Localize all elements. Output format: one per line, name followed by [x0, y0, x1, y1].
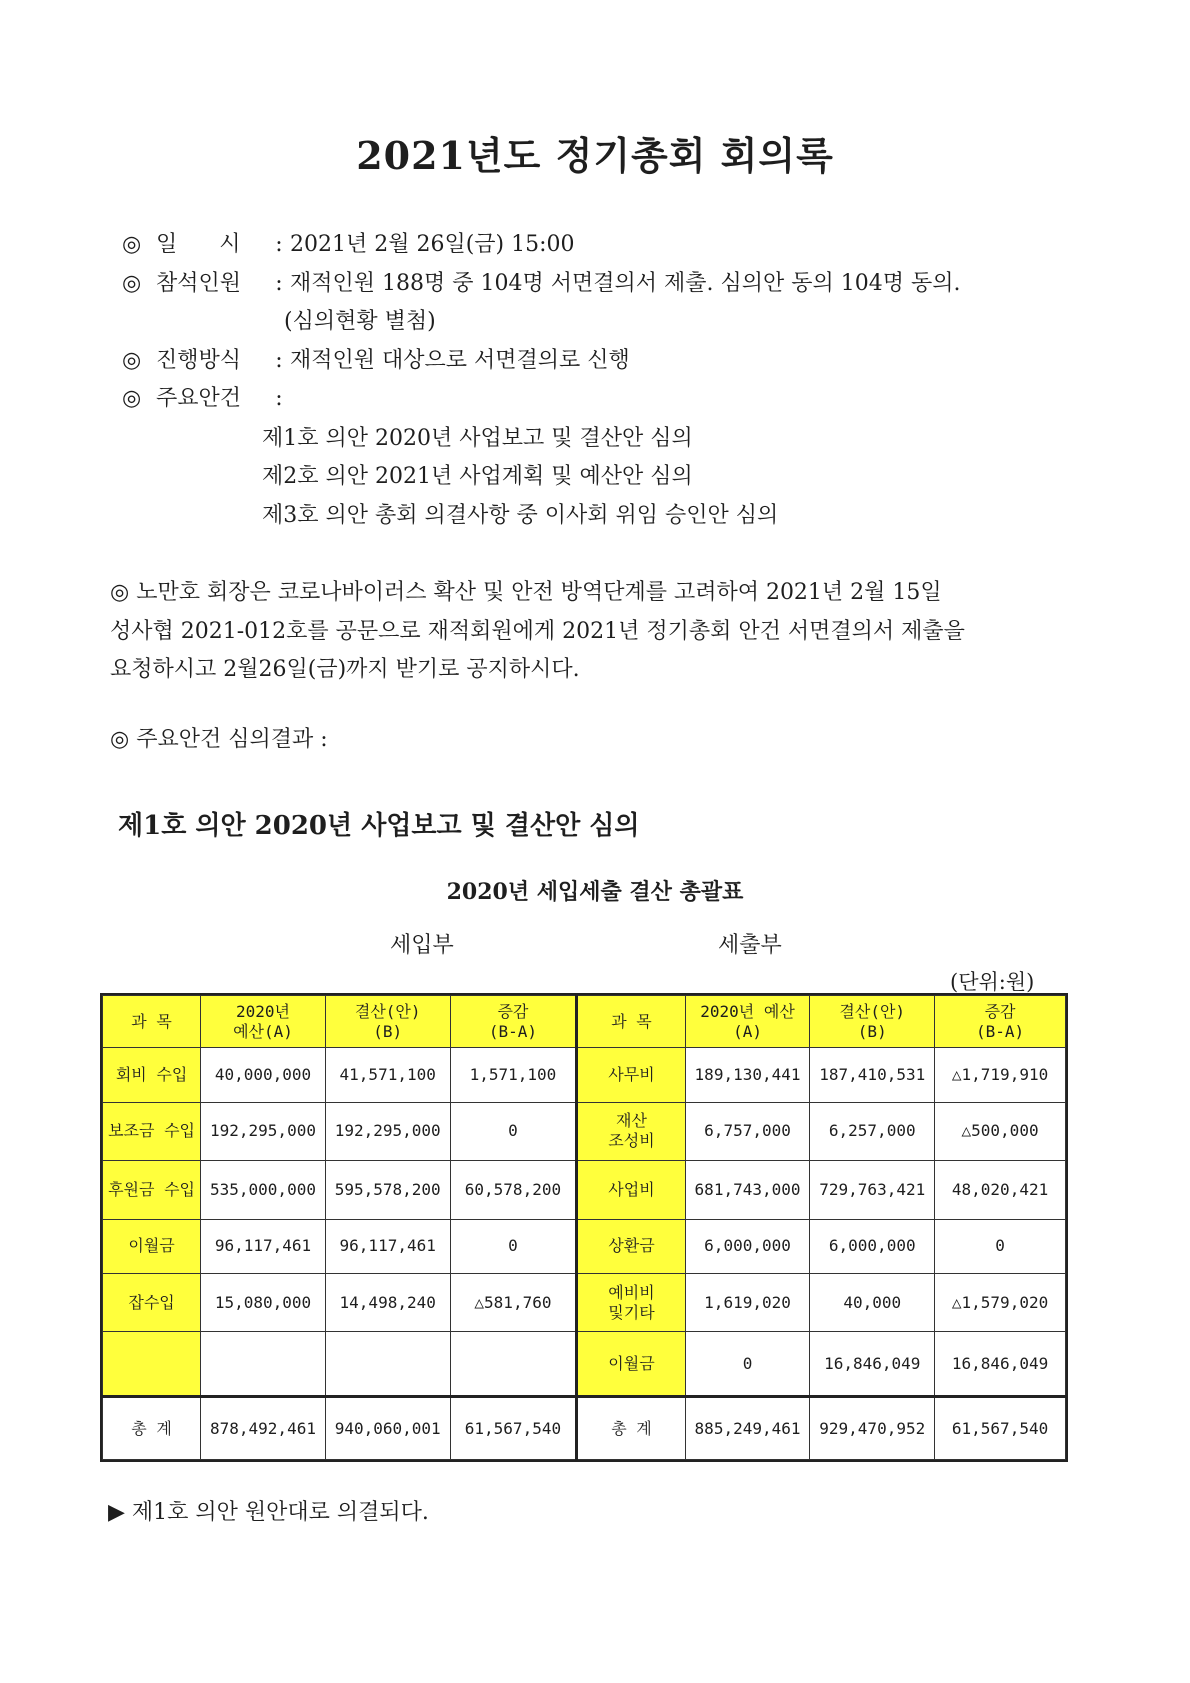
table-cell [103, 996, 201, 1048]
table-cell: 729,763,421 [810, 1161, 935, 1220]
info-row [122, 343, 630, 374]
info-value: 재적인원 188명 중 104명 서면결의서 제출. 심의안 동의 104명 동의. [290, 271, 961, 296]
cell-text: (B) [373, 1021, 403, 1041]
table-cell: 1,619,020 [685, 1273, 810, 1332]
table-cell: 총 계 [577, 1397, 685, 1460]
table-cell [103, 1332, 201, 1397]
bullet-mark: ◎ [122, 232, 142, 257]
table-cell: 60,578,200 [450, 1161, 577, 1220]
table-cell: 0 [450, 1102, 577, 1161]
table-cell: 40,000,000 [201, 1048, 326, 1102]
cell-text: 및기타 [608, 1302, 655, 1322]
table-cell [103, 1048, 201, 1102]
info-value: (심의현황 별첨) [284, 309, 436, 334]
table-row [103, 1048, 1066, 1102]
bullet-mark: ◎ [122, 348, 142, 373]
table-cell [103, 1102, 201, 1161]
table-cell: 6,000,000 [685, 1219, 810, 1273]
unit-label: (단위:원) [950, 970, 1035, 994]
table-cell [685, 996, 810, 1048]
table-cell [577, 1161, 685, 1220]
cell-text: 결산(안) [839, 1001, 906, 1021]
table-cell: 61,567,540 [935, 1397, 1066, 1460]
table-cell [577, 1273, 685, 1332]
table-row [103, 1102, 1066, 1161]
page-title: 2021년도 정기총회 회의록 [356, 133, 834, 178]
info-label: 주요안건 [156, 386, 242, 411]
table-cell [450, 996, 577, 1048]
cell-text: 증감 [984, 1001, 1016, 1021]
table-cell: 0 [935, 1219, 1066, 1273]
table-cell [103, 1161, 201, 1220]
cell-text: 회비 수입 [115, 1064, 188, 1084]
table-cell [103, 1219, 201, 1273]
table-cell [577, 1332, 685, 1397]
info-row [122, 266, 960, 297]
table-total-row [103, 1397, 1066, 1460]
table-row [103, 1332, 1066, 1397]
table-cell: 192,295,000 [201, 1102, 326, 1161]
cell-text: (B-A) [488, 1021, 538, 1041]
table-cell [325, 996, 450, 1048]
bullet-mark: ◎ [122, 386, 142, 411]
paragraph-line: 성사협 2021-012호를 공문으로 재적회원에게 2021년 정기총회 안건 서면결의서 제출을 [110, 619, 965, 644]
table-cell: 681,743,000 [685, 1161, 810, 1220]
cell-text: (B-A) [975, 1021, 1025, 1041]
table-row [103, 1161, 1066, 1220]
table-cell [201, 996, 326, 1048]
info-separator: : [275, 271, 283, 296]
table-cell: 192,295,000 [325, 1102, 450, 1161]
info-value: 2021년 2월 26일(금) 15:00 [290, 232, 575, 257]
cell-text: 조성비 [608, 1131, 655, 1151]
cell-text: 과 목 [611, 1011, 652, 1031]
table-cell [103, 1273, 201, 1332]
info-row [122, 227, 575, 258]
cell-text: 보조금 수입 [108, 1121, 196, 1141]
table-cell: 41,571,100 [325, 1048, 450, 1102]
table-cell [810, 996, 935, 1048]
table-cell: 40,000 [810, 1273, 935, 1332]
expense-label: 세출부 [718, 933, 782, 958]
agenda-item: 제3호 의안 총회 의결사항 중 이사회 위임 승인안 심의 [262, 503, 779, 528]
table-cell: 48,020,421 [935, 1161, 1066, 1220]
revenue-label: 세입부 [390, 933, 454, 958]
info-label: 일 시 [156, 232, 241, 257]
agenda-item: 제1호 의안 2020년 사업보고 및 결산안 심의 [262, 426, 693, 451]
table-cell: 15,080,000 [201, 1273, 326, 1332]
table-cell: 0 [450, 1219, 577, 1273]
cell-text: 2020년 예산 [700, 1001, 795, 1021]
agenda-item: 제2호 의안 2021년 사업계획 및 예산안 심의 [262, 464, 693, 489]
bullet-mark: ◎ [122, 271, 142, 296]
table-cell: 16,846,049 [810, 1332, 935, 1397]
table-cell [450, 1332, 577, 1397]
cell-text: 후원금 수입 [108, 1179, 196, 1199]
cell-text: 결산(안) [354, 1001, 421, 1021]
cell-text: 재산 [616, 1111, 647, 1131]
cell-text: 과 목 [131, 1011, 172, 1031]
table-cell: △500,000 [935, 1102, 1066, 1161]
table-cell: 535,000,000 [201, 1161, 326, 1220]
table-row [103, 1219, 1066, 1273]
cell-text: (A) [733, 1021, 762, 1041]
table-cell: 0 [685, 1332, 810, 1397]
table-cell [577, 1102, 685, 1161]
settlement-table [102, 995, 1066, 1460]
cell-text: 사업비 [608, 1179, 655, 1199]
table-cell [577, 1219, 685, 1273]
cell-text: (B) [857, 1021, 887, 1041]
table-row [103, 1273, 1066, 1332]
table-cell: 16,846,049 [935, 1332, 1066, 1397]
cell-text: 증감 [497, 1001, 529, 1021]
info-separator: : [275, 386, 283, 411]
table-cell: 96,117,461 [325, 1219, 450, 1273]
cell-text: 이월금 [128, 1236, 175, 1256]
table-cell: 6,257,000 [810, 1102, 935, 1161]
table-cell: 940,060,001 [325, 1397, 450, 1460]
table-cell: 6,757,000 [685, 1102, 810, 1161]
table-cell: 14,498,240 [325, 1273, 450, 1332]
table-cell [201, 1332, 326, 1397]
cell-text: 2020년 [235, 1001, 290, 1021]
table-cell: △1,579,020 [935, 1273, 1066, 1332]
info-separator: : [275, 232, 283, 257]
cell-text: 사무비 [608, 1064, 655, 1084]
table-cell [935, 996, 1066, 1048]
info-row [284, 304, 436, 335]
table-cell: 878,492,461 [201, 1397, 326, 1460]
table-cell: 1,571,100 [450, 1048, 577, 1102]
results-heading: ◎ 주요안건 심의결과 : [110, 727, 328, 752]
paragraph-line: 요청하시고 2월26일(금)까지 받기로 공지하시다. [110, 657, 580, 682]
table-cell: 6,000,000 [810, 1219, 935, 1273]
table-cell [325, 1332, 450, 1397]
table-cell: 96,117,461 [201, 1219, 326, 1273]
info-separator: : [275, 348, 283, 373]
table-cell [577, 996, 685, 1048]
table-cell: 595,578,200 [325, 1161, 450, 1220]
info-value: 재적인원 대상으로 서면결의로 신행 [290, 348, 630, 373]
cell-text: 잡수입 [128, 1292, 175, 1312]
table-cell: △1,719,910 [935, 1048, 1066, 1102]
table-cell: 885,249,461 [685, 1397, 810, 1460]
table-cell: 187,410,531 [810, 1048, 935, 1102]
cell-text: 이월금 [608, 1353, 655, 1373]
info-row [122, 381, 290, 412]
table-cell [577, 1048, 685, 1102]
table-cell: 189,130,441 [685, 1048, 810, 1102]
table-cell: △581,760 [450, 1273, 577, 1332]
table-title: 2020년 세입세출 결산 총괄표 [446, 879, 744, 905]
paragraph-line: ◎ 노만호 회장은 코로나바이러스 확산 및 안전 방역단계를 고려하여 2021년 2월 15일 [110, 580, 942, 605]
table-cell: 61,567,540 [450, 1397, 577, 1460]
cell-text: 예비비 [608, 1282, 655, 1302]
table-header-row [103, 996, 1066, 1048]
info-label: 참석인원 [156, 271, 242, 296]
table-cell: 총 계 [103, 1397, 201, 1460]
cell-text: 상환금 [608, 1236, 655, 1256]
section-title: 제1호 의안 2020년 사업보고 및 결산안 심의 [118, 811, 640, 841]
resolution-text: ▶ 제1호 의안 원안대로 의결되다. [108, 1500, 429, 1525]
cell-text: 예산(A) [233, 1021, 293, 1041]
table-cell: 929,470,952 [810, 1397, 935, 1460]
info-label: 진행방식 [156, 348, 242, 373]
